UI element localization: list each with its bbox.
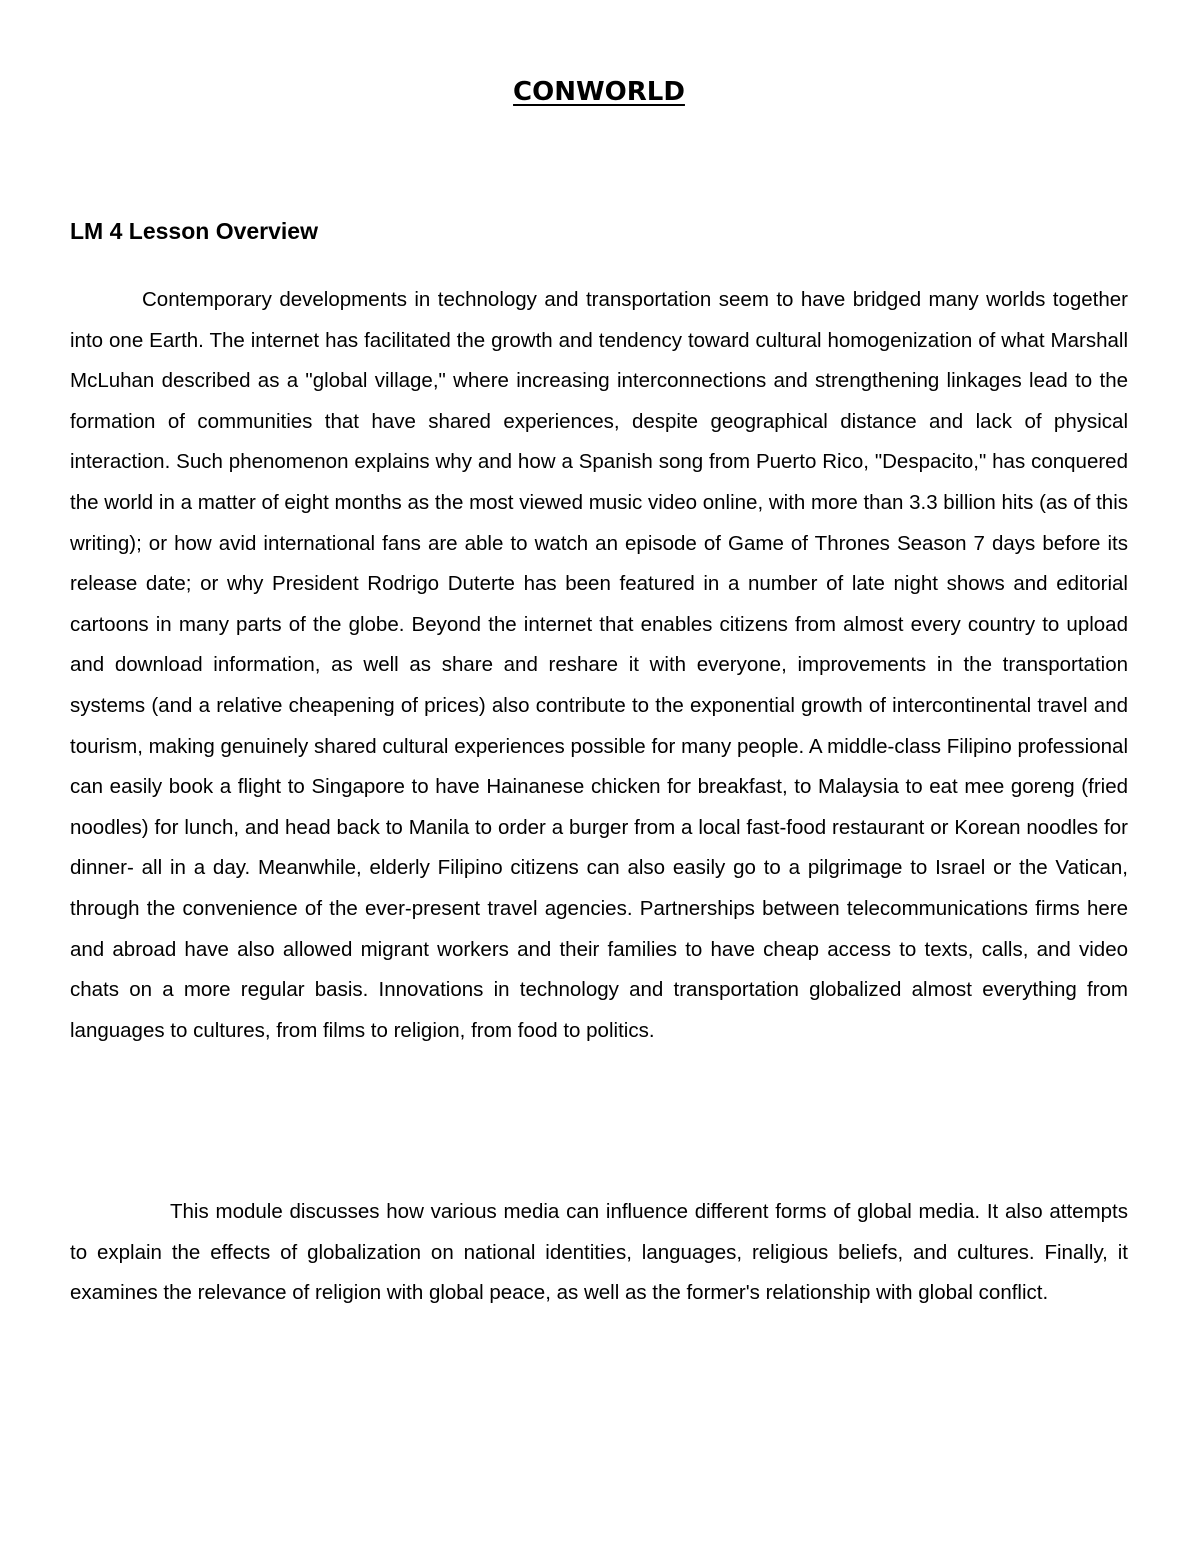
document-title: CONWORLD xyxy=(513,77,685,107)
overview-paragraph-2: This module discusses how various media can influence different forms of global media. It also attempts to explain the effects of globalization on national identities, languages, religious beliefs, and cultures. Finally, it examines the relevance of religion with global peace, as well as the former's relationship with global conflict. xyxy=(70,1200,1128,1305)
overview-paragraph-1: Contemporary developments in technology and transportation seem to have bridged many worlds together into one Earth. The internet has facilitated the growth and tendency toward cultural homogenization of what Marshall McLuhan described as a "global village," where increasing interconnections and strengthening linkages lead to the formation of communities that have shared experiences, despite geographical distance and lack of physical interaction. Such phenomenon explains why and how a Spanish song from Puerto Rico, "Despacito," has conquered the world in a matter of eight months as the most viewed music video online, with more than 3.3 billion hits (as of this writing); or how avid international fans are able to watch an episode of Game of Thrones Season 7 days before its release date; or why President Rodrigo Duterte has been featured in a number of late night shows and editorial cartoons in many parts of the globe. Beyond the internet that enables citizens from almost every country to upload and download information, as well as share and reshare it with everyone, improvements in the transportation systems (and a relative cheapening of prices) also contribute to the exponential growth of intercontinental travel and tourism, making genuinely shared cultural experiences possible for many people. A middle-class Filipino professional can easily book a flight to Singapore to have Hainanese chicken for breakfast, to Malaysia to eat mee goreng (fried noodles) for lunch, and head back to Manila to order a burger from a local fast-food restaurant or Korean noodles for dinner- all in a day. Meanwhile, elderly Filipino citizens can also easily go to a pilgrimage to Israel or the Vatican, through the convenience of the ever-present travel agencies. Partnerships between telecommunications firms here and abroad have also allowed migrant workers and their families to have cheap access to texts, calls, and video chats on a more regular basis. Innovations in technology and transportation globalized almost everything from languages to cultures, from films to religion, from food to politics. xyxy=(70,288,1128,1042)
section-heading: LM 4 Lesson Overview xyxy=(70,218,318,244)
